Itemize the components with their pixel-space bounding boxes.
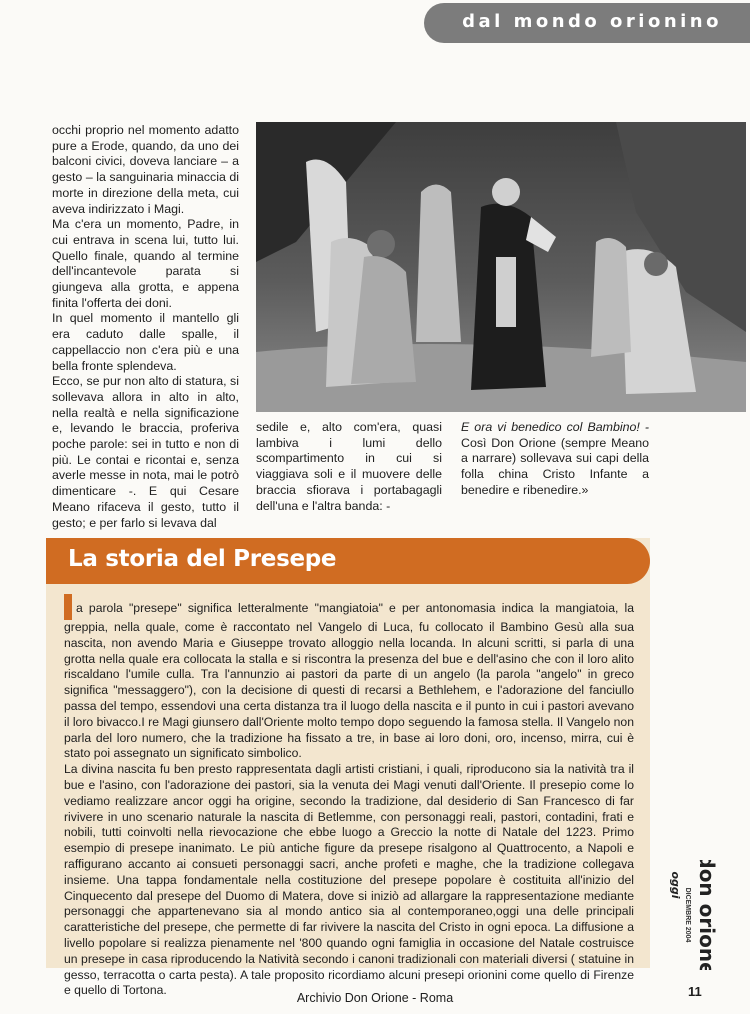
page-number: 11	[688, 984, 702, 999]
article-column-2	[256, 420, 442, 514]
box-title: La storia del Presepe	[68, 546, 337, 572]
article-column-3	[461, 420, 649, 499]
box-paragraph: La divina nascita fu ben presto rappresentata dagli artisti cristiani, i quali, riproducono sia la natività tra il bue e l'asino, con l'adorazione dei pastori, sia la venuta dei Magi venuti dall'Oriente. Il presepio come lo vediamo realizzare ancor oggi ha origine, secondo la tradizione, dal desiderio di San Francesco di far rivivere in uno scenario naturale la nascita di Betlemme, con personaggi reali, pastori, contadini, frati e nobili, tutti coinvolti nella rievocazione che ebbe luogo a Greccio la notte di Natale del 1223. Primo esempio di presepe inanimato. Le più antiche figure da presepe risalgono al Quattrocento, a Napoli e raffigurano accanto ai consueti personaggi sacri, anche profeti e maghe, che la tradizione collegava insieme. Una tappa fondamentale nella costituzione del presepe popolare è costituita all'inizio del Cinquecento dal presepe del Duomo di Matera, dove si iniziò ad allargare la rappresentazione mediante personaggi che appartenevano sia al mondo antico sia al contemporaneo,oggi una delle principali caratteristiche del presepe, che permette di far rivivere la nascita del Cristo in ogni epoca. La diffusione a livello popolare si realizza pienamente nel '800 quando ogni famiglia in occasione del Natale costruisce un presepe in casa riproducendo la Natività secondo i canoni tradizionali con materiali diversi ( statuine in gesso, terracotta o carta pesta). A tale proposito ricordiamo alcuni presepi orionini come quello di Firenze e quello di Tortona.	[64, 762, 634, 998]
article-paragraph: Ma c'era un momento, Padre, in cui entrava in scena lui, tutto lui. Quello finale, quando al termine dell'incantevole parata si giungeva alla grotta, e appena finita l'offerta dei doni.	[52, 217, 239, 310]
article-paragraph: In quel momento il mantello gli era caduto dalle spalle, il cappellaccio non c'era più e una bella fronte splendeva.	[52, 311, 239, 373]
box-header	[46, 538, 650, 584]
article-paragraph: Ecco, se pur non alto di statura, si sollevava allora in alto in alto, nella realtà e nella significazione e, levando le braccia, proferiva poche parole: sei in tutto e non di più. Le contai e ricontai e, senza averle messe in nota, mai le potrò dimenticare -. E qui Cesare Meano rifaceva il gesto, tutto il gesto; e per farlo si levava dal	[52, 374, 239, 530]
magazine-issue: DICEMBRE 2004	[684, 887, 691, 943]
article-paragraph: sedile e, alto com'era, quasi lambiva i lumi dello scompartimento in cui si viaggiava soli e il muovere delle braccia sfiorava i portabagagli dell'una e l'altra banda: -	[256, 420, 442, 513]
box-paragraph	[64, 594, 634, 762]
section-header-tab	[424, 3, 750, 43]
box-paragraph-text: a parola "presepe" significa letteralmente "mangiatoia" e per antonomasia indica la mangiatoia, la greppia, nella quale, come è raccontato nel Vangelo di Luca, fu collocato il Bambino Gesù alla sua nascita, non avendo Maria e Giuseppe trovato alloggio nella locanda. In alcuni scritti, si parla di una grotta nella quale era collocata la stalla e si riscontra la presenza del bue e dell'asino che con il loro alito riscaldano l'umile culla. Tra l'annunzio ai pastori da parte di un angelo (la parola "angelo" in greco significa "messaggero"), con la decisione di questi di recarsi a Bethlehem, e l'adorazione del fanciullo passa del tempo, essendovi una certa distanza tra il luogo della nascita e il punto in cui i pastori avevano il loro bivacco.I re Magi giunsero dall'Oriente molto tempo dopo seguendo la famosa stella. Il Vangelo non parla del loro numero, che la tradizione ha fissato a tre, in base ai loro doni, oro, incenso, mirra, cui è stato poi assegnato un significato simbolico.	[64, 601, 634, 761]
nativity-photo	[256, 122, 746, 412]
dropcap-l	[64, 594, 72, 620]
magazine-logo	[664, 860, 720, 970]
magazine-sub: oggi	[669, 871, 682, 899]
archive-footer: Archivio Don Orione - Roma	[296, 991, 454, 1005]
article-paragraph	[461, 420, 649, 499]
quote-italic: E ora vi benedico col Bambino! -	[461, 420, 649, 434]
article-paragraph: occhi proprio nel momento adatto pure a Erode, quando, da uno dei balconi civici, doveva lanciare – a gesto – la sanguinaria minaccia di morte in direzione della meta, cui aveva indirizzato i Magi.	[52, 123, 239, 216]
quote-continuation: Così Don Orione (sempre Meano a narrare) sollevava sui capi della folla china Cristo Infante a benedire e ribenedire.»	[461, 435, 649, 497]
article-column-1	[52, 123, 239, 531]
section-title: dal mondo orionino	[462, 11, 722, 32]
magazine-name: don orione	[695, 860, 719, 970]
box-body	[64, 594, 634, 999]
